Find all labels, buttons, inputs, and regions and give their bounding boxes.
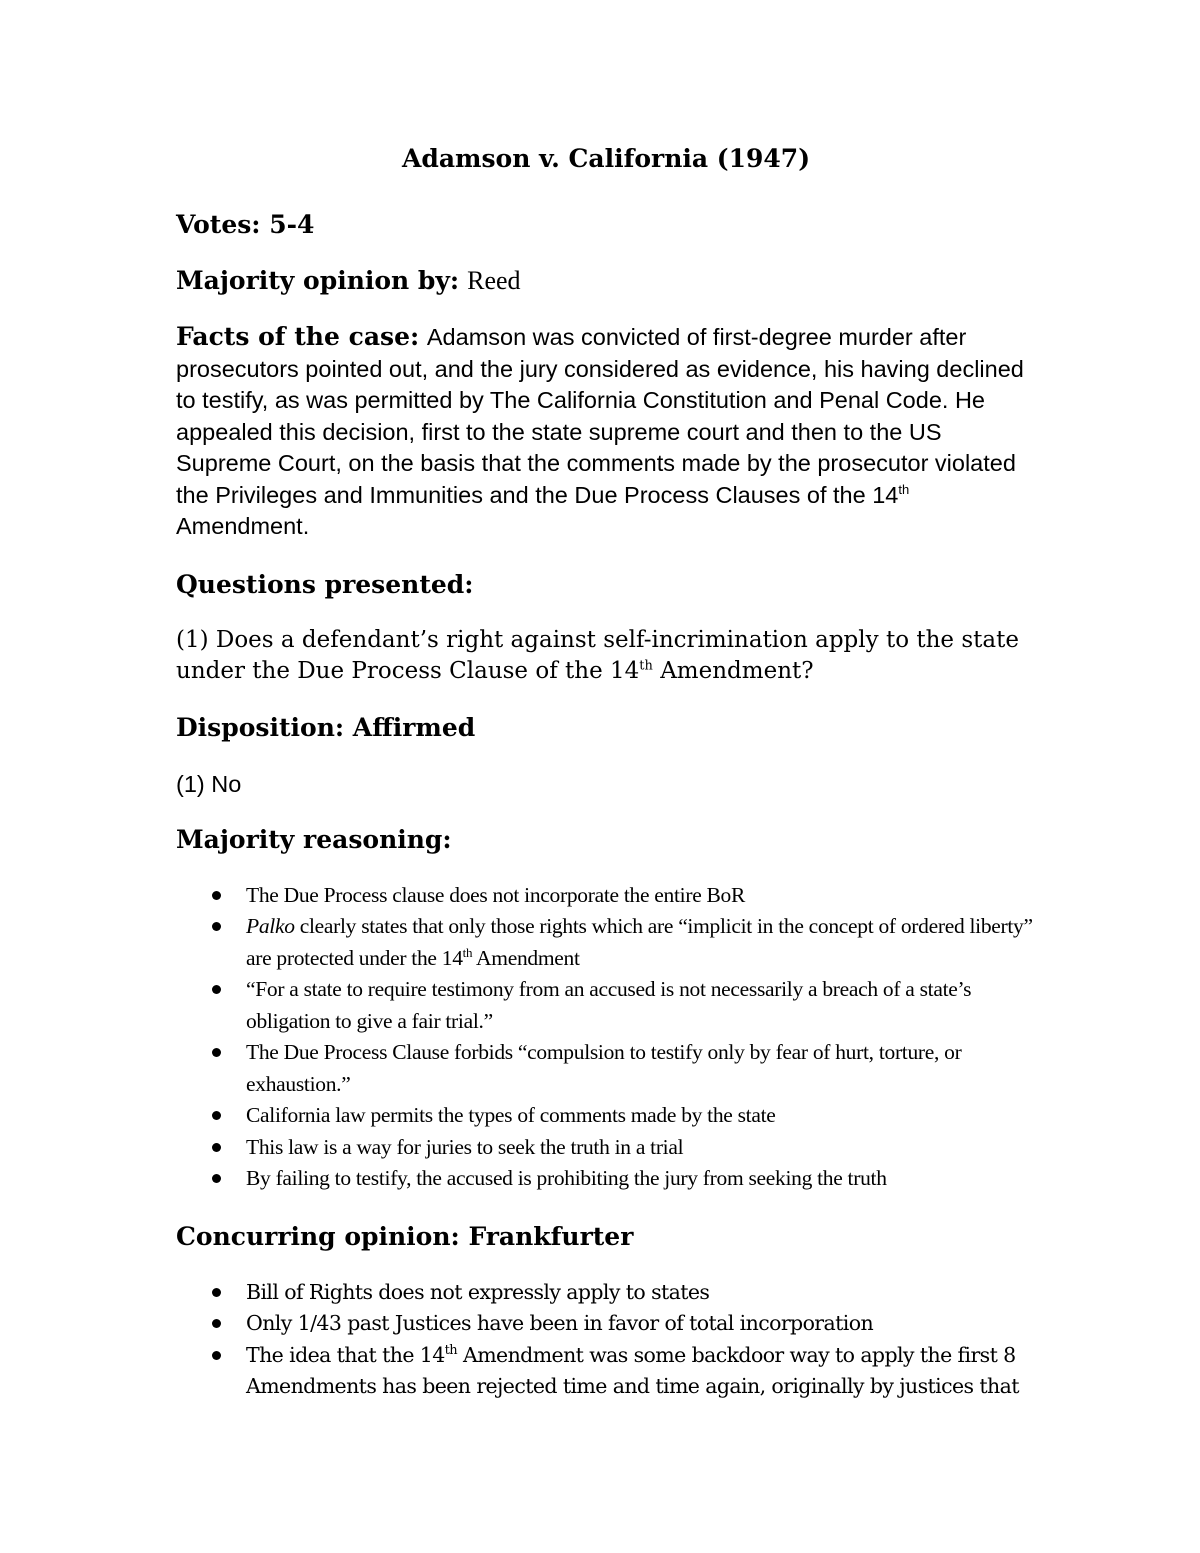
question-1-superscript: th bbox=[639, 657, 653, 673]
list-item-text: “For a state to require testimony from an accused is not necessarily a breach of a state’s obligation to give a fair trial.” bbox=[246, 977, 972, 1033]
list-item-text: This law is a way for juries to seek the truth in a trial bbox=[246, 1134, 684, 1159]
facts-label: Facts of the case: bbox=[176, 322, 420, 351]
majority-opinion-author: Reed bbox=[467, 266, 521, 295]
disposition-heading: Disposition: Affirmed bbox=[176, 712, 476, 742]
question-1-text: (1) Does a defendant’s right against self-incrimination apply to the state under the Due Process Clause of the 14 bbox=[176, 626, 1019, 684]
questions-heading: Questions presented: bbox=[176, 569, 474, 599]
list-item bbox=[176, 974, 1036, 1037]
list-item-text: The Due Process clause does not incorporate the entire BoR bbox=[246, 882, 746, 907]
bullet-icon bbox=[212, 1288, 221, 1297]
list-item bbox=[176, 911, 1036, 974]
majority-opinion-label: Majority opinion by: bbox=[176, 266, 460, 295]
list-item-superscript: th bbox=[444, 1342, 458, 1358]
list-item-text-end: Amendment bbox=[472, 945, 580, 970]
bullet-icon bbox=[212, 1351, 221, 1360]
question-1-end: Amendment? bbox=[652, 657, 814, 684]
facts-superscript: th bbox=[898, 481, 910, 497]
facts-text-main: Adamson was convicted of first-degree murder after prosecutors pointed out, and the jury considered as evidence, his having declined to testify, as was permitted by The California Constitution and Penal Code. He appealed this decision, first to the state supreme court and then to the US Supreme Court, on the basis that the comments made by the prosecutor violated the Privileges and Immunities and the Due Process Clauses of the 14 bbox=[176, 324, 1024, 508]
bullet-icon bbox=[212, 1174, 221, 1183]
concurring-heading: Concurring opinion: Frankfurter bbox=[176, 1221, 634, 1251]
list-item-text: The Due Process Clause forbids “compulsion to testify only by fear of hurt, torture, or exhaustion.” bbox=[246, 1040, 962, 1096]
list-item-text: The idea that the 14 bbox=[246, 1342, 445, 1367]
bullet-icon bbox=[212, 1143, 221, 1152]
list-item-text: clearly states that only those rights which are “implicit in the concept of ordered liberty” are protected under the 14 bbox=[246, 914, 1033, 970]
list-item-text-end: Amendment was some backdoor way to apply the first 8 Amendments has been rejected time and time again, originally by justices that bbox=[246, 1342, 1019, 1398]
bullet-icon bbox=[212, 1319, 221, 1328]
list-item-text: By failing to testify, the accused is prohibiting the jury from seeking the truth bbox=[246, 1166, 887, 1190]
bullet-icon bbox=[212, 1048, 221, 1057]
list-item-text: California law permits the types of comments made by the state bbox=[246, 1103, 776, 1127]
majority-opinion-line bbox=[176, 265, 1036, 297]
votes-line bbox=[176, 209, 1036, 241]
case-title: Adamson v. California (1947) bbox=[401, 144, 811, 173]
concurring-list bbox=[176, 1277, 1036, 1403]
answer-1: (1) No bbox=[176, 770, 242, 797]
case-citation: Palko bbox=[246, 914, 295, 938]
question-1 bbox=[176, 625, 1036, 687]
facts-text-end: Amendment. bbox=[176, 513, 310, 539]
list-item bbox=[176, 1037, 1036, 1100]
list-item bbox=[176, 1277, 1036, 1309]
list-item bbox=[176, 880, 1036, 912]
bullet-icon bbox=[212, 891, 221, 900]
list-item bbox=[176, 1340, 1036, 1403]
list-item bbox=[176, 1163, 1036, 1195]
facts-text bbox=[176, 324, 1024, 539]
list-item bbox=[176, 1132, 1036, 1164]
list-item-superscript: th bbox=[462, 944, 473, 960]
facts-paragraph bbox=[176, 321, 1036, 543]
list-item-text: Bill of Rights does not expressly apply to states bbox=[246, 1279, 710, 1304]
bullet-icon bbox=[212, 985, 221, 994]
votes-label: Votes: 5-4 bbox=[176, 210, 315, 239]
bullet-icon bbox=[212, 922, 221, 931]
bullet-icon bbox=[212, 1111, 221, 1120]
list-item bbox=[176, 1100, 1036, 1132]
list-item bbox=[176, 1308, 1036, 1340]
majority-reasoning-heading: Majority reasoning: bbox=[176, 824, 452, 854]
majority-reasoning-list bbox=[176, 880, 1036, 1195]
document-page bbox=[176, 138, 1036, 1429]
list-item-text: Only 1/43 past Justices have been in favor of total incorporation bbox=[246, 1311, 874, 1335]
